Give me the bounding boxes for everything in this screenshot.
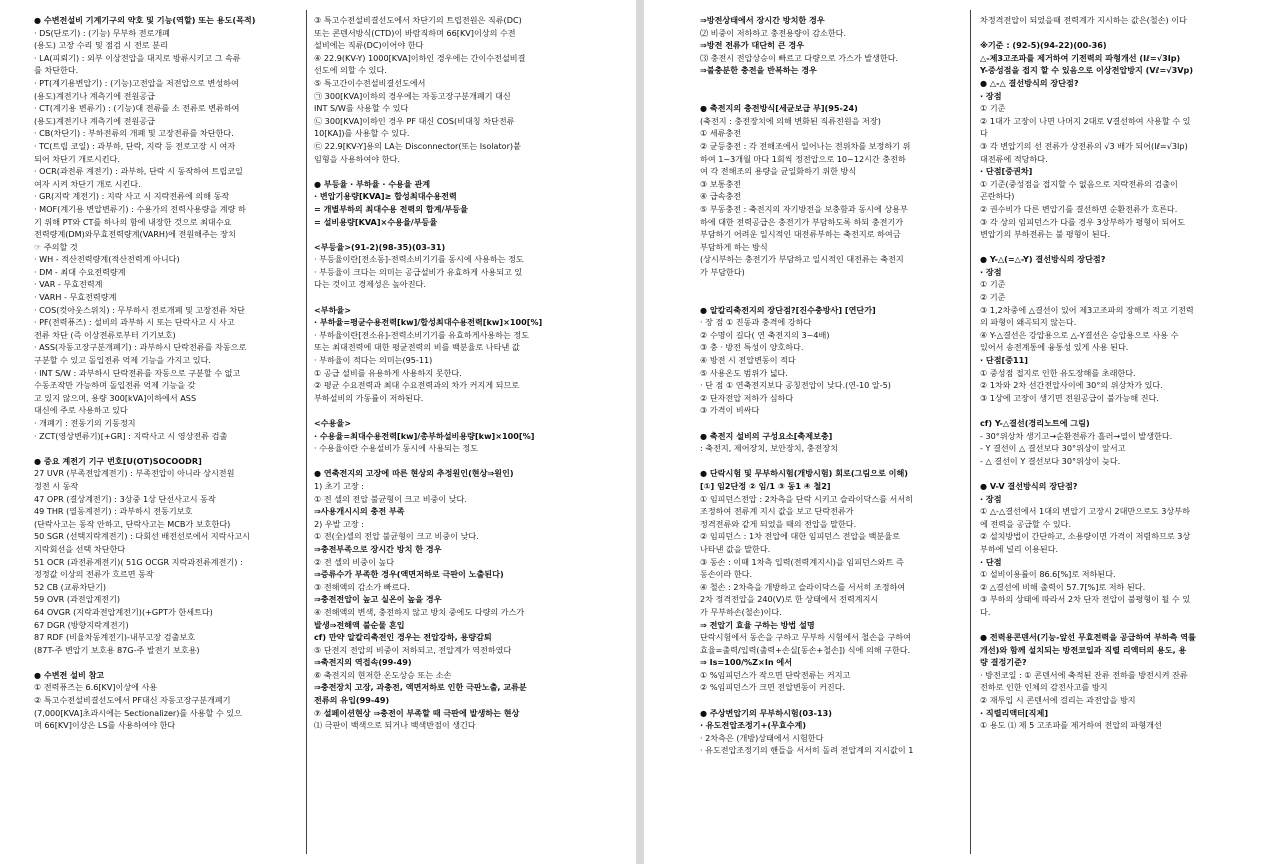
text-line: ② 특고수전설비결선도에서 PF대신 자동고장구분개폐기 [34,695,231,706]
text-line [34,442,302,455]
text-line: ① 기준(중성점을 접지할 수 없음으로 지락전류의 검출이 [980,178,1178,189]
text-line: · 부등율이란[전소동]-전력소비기기를 동시에 사용하는 정도 [314,254,524,265]
left-page-column-1 [34,14,302,860]
text-line: 대전류에 적당하다. [980,153,1048,164]
section-heading: [①] 임2단정 ② 임/1 ③ 동1 ④ 철2] [700,480,831,491]
text-line: · 2차측은 (개방)상태에서 시험한다 [700,732,824,743]
text-line: · 방전코일 : ① 콘덴서에 축적된 잔류 전하를 방전시켜 잔류 [980,669,1188,680]
text-line: ② 단자전압 저하가 심하다 [700,392,794,403]
text-line: ⑤ 특고간이수전설비결선도에서 [314,77,426,88]
section-heading: ⇒ 전압기 효율 구하는 방법 설명 [700,619,815,630]
text-line: 있어서 송전계통에 융통성 있게 사용 된다. [980,342,1129,353]
text-line: ① 전력퓨즈는 6.6[KV]이상에 사용 [34,682,158,693]
text-line: 설비에는 직류(DC)이어야 한다 [314,40,424,51]
section-heading: ⇒증류수가 부족한 경우(액면저하로 극판이 노출된다) [314,569,504,580]
section-heading: 전류의 유입(99-49) [314,695,390,706]
text-line [700,417,968,430]
section-heading: ● 수변전 설비 참고 [34,669,105,680]
text-line: ④ 방전 시 전압변동이 적다 [700,355,796,366]
section-heading: <수용율> [314,418,352,428]
text-line: 67 DGR (방향지락계전기) [34,619,129,630]
section-heading: ⇒사용개시시의 충전 부족 [314,506,405,517]
section-heading: · 부하율=평균수용전력[kw]/합성최대수용전력[kw]×100[%] [314,317,543,328]
section-heading: ⇒불충분한 충전을 반복하는 경우 [700,65,817,76]
text-line: 27 UVR (부족전압계전기) : 부족전압이 아니라 상시전원 [34,468,235,479]
text-line: · CT(계기용 변류기) : (기능)대 전류를 소 전류로 변류하여 [34,103,240,114]
text-line: 대신에 주로 사용하고 있다 [34,405,128,416]
text-line: 1) 초기 고장 : [314,480,365,491]
text-line: ② 기준 [980,292,1006,303]
section-heading: · 수용율=최대수용전력[kw]/총부하설비용량[kw]×100[%] [314,430,535,441]
text-line: (축전지 : 충전장치에 의해 변화된 직류전원을 저장) [700,115,881,126]
section-heading: ● 축전지 설비의 구성요소[축제보충] [700,430,833,441]
text-line: 차정격전압이 되었을때 전력계가 지시하는 값은(철손) 이다 [980,15,1187,25]
text-line: ③ 가격이 비싸다 [700,405,760,416]
text-line: ④ 급속충전 [700,191,742,202]
text-line: ⑥ 축전지의 현저한 온도상승 또는 소손 [314,669,452,680]
text-line: · GR(지락 계전기) : 지락 사고 시 지락전류에 의해 동작 [34,191,230,202]
text-line: (용도)계전기나 계측기에 전원공급 [34,90,155,101]
text-line: - Y 결선이 △ 결선보다 30°위상이 앞서고 [980,443,1126,454]
text-line [314,404,614,417]
text-line [980,27,1270,40]
text-line [314,165,614,178]
text-line: ① 용도 ⑴ 제 5 고조파를 제거하여 전압의 파형개선 [980,720,1162,731]
text-line: ① 기준 [980,279,1006,290]
text-line: · PT(계기용변압기) : (기능)고전압을 저전압으로 변성하여 [34,77,239,88]
section-heading: · 단점 [980,556,1002,567]
text-line: 전하로 인한 인체의 감전사고를 방지 [980,682,1108,693]
text-line: · INT S/W : 과부하시 단락전류를 자동으로 구분할 수 없고 [34,367,241,378]
text-line: ① △-△결선에서 1대의 변압기 고장시 2대만으로도 3상부하 [980,506,1190,517]
text-line: · 부등율이 크다는 의미는 공급설비가 유효하게 사용되고 있 [314,266,523,277]
text-line [980,241,1270,254]
text-line: 기 위해 PT와 CT를 하나의 함에 내장한 것으로 최대수요 [34,216,232,227]
text-line: 되어 차단기 개로시킨다. [34,153,120,164]
text-line: ② 수명이 길다( 연 축전지의 3~4배) [700,329,830,340]
text-line: ② 임피던스 : 1차 전압에 대한 임피던스 전압을 백분율로 [700,531,900,542]
text-line: 하여 1~3개월 마다 1회씩 정전압으로 10~12시간 충전하 [700,153,906,164]
section-heading: ⇒충전장치 고장, 과충전, 액면저하로 인한 극판노출, 교류분 [314,682,527,693]
text-line: · WH - 적산전력량계(적산전력계 아니다) [34,254,180,265]
text-line: ① 공급 설비를 유용하게 사용하지 못한다. [314,367,462,378]
text-line: ⑤ 단전지 전압의 비중이 저하되고, 전압계가 역전하였다 [314,644,512,655]
text-line: · ZCT(영상변류기)[+GR] : 지락사고 시 영상전류 검출 [34,430,228,441]
text-line: ① 전(全)셀의 전압 불균형이 크고 비중이 낮다. [314,531,479,542]
text-line: (상시부하는 충전기가 부담하고 일시적인 대전류는 축전지 [700,254,904,265]
section-heading: ● 알칼리축전지의 장단점?[진수충방사] [연단가] [700,304,876,315]
section-heading: Y-중성점을 접지 할 수 있음으로 이상전압방지 (Vℓ=√3Vp) [980,65,1194,76]
text-line: ③ 1,2차중에 △결선이 있어 제3고조파의 장해가 적고 기전력 [980,304,1194,315]
section-heading: ● V-V 결선방식의 장단점? [980,480,1078,491]
section-heading: ⇒ Is=100/%Z×In 에서 [700,657,793,668]
section-heading: = 설비용량[KVA]×수용율/부등율 [314,216,438,227]
section-heading: · 장점 [980,493,1002,504]
text-line: 동손이라 한다. [700,569,753,580]
text-line: 2) 우발 고장 : [314,518,365,529]
text-line: ② 권수비가 다른 변압기를 결선하면 순환전류가 흐른다. [980,203,1178,214]
text-line [314,291,614,304]
text-line: ④ Y-△결선은 강압용으로 △-Y결선은 승압용으로 사용 수 [980,329,1179,340]
section-heading: ※기준 : (92-5)(94-22)(00-36) [980,40,1107,51]
section-heading: · 단점[중11] [980,355,1029,366]
text-line: ④ 철손 : 2차측을 개방하고 슬라이닥스를 서서히 조정하여 [700,581,906,592]
text-line: 여자 시켜 차단기 개로 시킨다. [34,178,141,189]
text-line: · OCR(과전류 계전기) : 과부하, 단락 시 동작하여 트립코일 [34,166,243,177]
text-line: 선도에 의할 수 있다. [314,65,387,76]
text-line: ② 1대가 고장이 나면 나머지 2대로 V결선하여 사용할 수 있 [980,115,1191,126]
text-line [700,694,968,707]
text-line: (87T-주 변압기 보호용 87G-주 발전기 보호용) [34,644,200,655]
text-line: ③ 각 변압기의 선 전류가 상전류의 √3 배가 되어(Iℓ=√3Ip) [980,140,1188,151]
text-line: 10[KA])를 사용할 수 있다. [314,128,410,139]
text-line: ㉢ 22.9[KV-Y]용의 LA는 Disconnector(또는 Isolator)붙 [314,140,521,151]
text-line: 가 부담한다) [700,266,745,277]
text-line: · CB(차단기) : 부하전류의 개폐 및 고장전류를 차단한다. [34,128,234,139]
column-divider [306,10,307,854]
text-line: 다. [980,606,991,617]
section-heading: cf) Y-△결선(경리노트에 그림) [980,418,1090,428]
text-line: ㉡ 300[KVA]이하인 경우 PF 대신 COS(비대칭 차단전류 [314,115,515,126]
section-heading: ● Y-△(=△-Y) 결선방식의 장단점? [980,254,1106,265]
text-line: ③ 충 · 방전 특성이 양호하다. [700,342,804,353]
text-line: ② 평균 수요전력과 최대 수요전력과의 차가 커지게 되므로 [314,380,520,391]
section-heading: <부등율>(91-2)(98-35)(03-31) [314,241,446,252]
text-line: ② 균등충전 : 각 전해조에서 일어나는 전위차를 보정하기 위 [700,140,911,151]
text-line: · LA(피뢰기) : 외부 이상전압을 대지로 방류시키고 그 속류 [34,52,241,63]
text-line: 를 차단한다. [34,65,79,76]
text-line: 다는 것이고 경제성은 높아진다. [314,279,426,290]
text-line: ① 전 셀의 전압 불균형이 크고 비중이 낮다. [314,493,467,504]
text-line: 64 OVGR (지락과전압계전기)(+GPT가 한세트다) [34,606,213,617]
text-line: ④ 22.9(KV-Y) 1000[KVA]이하인 경우에는 간이수전설비결 [314,52,526,63]
text-line [314,228,614,241]
left-page [0,0,636,864]
text-line [314,455,614,468]
text-line: 가 무부하손(철손)이다. [700,606,782,617]
text-line: 부담하기 어려운 일시적인 대전류부하는 축전지로 하여금 [700,229,901,240]
text-line [700,77,968,90]
text-line: 59 OVR (과전압계전기) [34,594,121,605]
text-line: ① 중성점 접지로 인한 유도장해를 초래한다. [980,367,1136,378]
text-line: ③ 특고수전설비결선도에서 차단기의 트립전원은 직류(DC) [314,15,522,25]
text-line [980,619,1270,632]
text-line: · DM - 최대 수요전력량계 [34,266,126,277]
text-line: 87 RDF (비율차동계전기)-내부고장 검출보호 [34,632,196,643]
text-line: 임형을 사용하여야 한다. [314,153,400,164]
text-line: 여 각 전해조의 용량을 균일화하기 위한 방식 [700,166,857,177]
text-line: ① %임피던스가 작으면 단락전류는 커지고 [700,669,851,680]
text-line [700,90,968,103]
text-line: · TC(트립 코일) : 과부하, 단락, 지락 등 전로고장 시 여자 [34,140,236,151]
section-heading: = 개별부하의 최대수용 전력의 합계/부등율 [314,203,468,214]
text-line: ② 전 셀의 비중이 높다 [314,556,395,567]
section-heading: · 단점[중권차] [980,166,1033,177]
section-heading: <부하율> [314,304,352,315]
text-line: 다 [980,128,988,139]
text-line: ① 설비이용률이 86.6[%]로 저하된다. [980,569,1116,580]
text-line: 2차 정격전압을 240(V)로 한 상태에서 전력계지시 [700,594,879,605]
text-line: ① 세류충전 [700,128,742,139]
text-line: · COS(컷아웃스위치) : 무부하시 전로개폐 및 고장전류 차단 [34,304,245,315]
text-line: 효율=출력/입력(출력+손실[동손+철손]) 식에 의해 구한다. [700,644,911,655]
right-page-column-1 [700,14,968,860]
text-line: 50 SGR (선택지락계전기) : 다회선 배전선로에서 지락사고시 [34,531,251,542]
text-line: · 장 점 ① 진동과 충격에 강하다 [700,317,812,328]
text-line: · PF(전력퓨즈) : 설비의 과부하 시 또는 단락사고 시 사고 [34,317,235,328]
text-line: 정정값 이상의 전류가 흐르면 동작 [34,569,154,580]
right-page [644,0,1288,864]
section-heading: · 장점 [980,90,1002,101]
text-line: ③ 각 상의 임피던스가 다를 경우 3상부하가 평형이 되어도 [980,216,1185,227]
text-line: ☞ 주의할 것 [34,241,78,252]
text-line: 52 CB (교류차단기) [34,581,107,592]
text-line: ③ 부하의 상태에 따라서 2차 단자 전압이 불평형이 될 수 있 [980,594,1191,605]
text-line: 전류 차단 (즉 이상전류로부터 기기보호) [34,329,176,340]
text-line: ② 1차와 2차 선간전압사이에 30°의 위상차가 있다. [980,380,1163,391]
section-heading: ⇒방전 전류가 대단히 큰 경우 [700,40,805,51]
text-line: 정전 시 동작 [34,480,79,491]
text-line: ⑤ 부동충전 : 축전지의 자기방전을 보충함과 동시에 상용부 [700,203,908,214]
text-line: · 부하율이 적다는 의미는(95-11) [314,355,433,366]
text-line [980,404,1270,417]
text-line: 변압기의 부하전류는 불 평형이 된다. [980,229,1111,240]
section-heading: cf) 만약 알칼리축전인 경우는 전압강하, 용량감퇴 [314,632,492,643]
text-line: ③ 동손 : 이때 1차측 입력(전력계지시)을 임피던스와트 즉 [700,556,904,567]
section-heading: △-제3고조파를 제거하여 기전력의 파형개선 (Iℓ=√3Ip) [980,52,1181,63]
text-line: ② %임피던스가 크면 전압변동이 커진다. [700,682,846,693]
text-line: - 30°위상차 생기고→순환전류가 흘러→열이 발생한다. [980,430,1173,441]
section-heading: 량 결정기준? [980,657,1027,668]
section-heading: ⇒방전상태에서 장시간 방치한 경우 [700,15,825,25]
column-divider [970,10,971,854]
section-heading: ● 주상변압기의 무부하시험(03-13) [700,707,832,718]
section-heading: 개선)와 함께 설치되는 방전코일과 직렬 리액터의 용도, 용 [980,644,1187,655]
text-line: · 단 점 ① 연축전지보다 공칭전압이 낮다.(연-10 알-5) [700,380,891,391]
section-heading: ⇒충전전압이 높고 실온이 높을 경우 [314,594,442,605]
text-line: · 수용율이란 수용설비가 동시에 사용되는 정도 [314,443,478,454]
text-line: 정격전류와 같게 되었을 때의 전압을 말한다. [700,518,857,529]
text-line: ③ 전해액의 감소가 빠르다. [314,581,410,592]
text-line: 51 OCR (과전류계전기)( 51G OCGR 지락과전류계전기) : [34,556,243,567]
section-heading: ⇒충전부족으로 장시간 방치 한 경우 [314,543,442,554]
text-line: - △ 결선이 Y 결선보다 30°위상이 늦다. [980,455,1121,466]
text-line: · 유도전압조정기의 핸들을 서서히 돌려 전압계의 지시값이 1 [700,745,914,756]
text-line: 지락회선을 선택 차단한다 [34,543,126,554]
text-line: · MOF(계기용 변압변류기) : 수용가의 전력사용량을 계량 하 [34,203,246,214]
text-line: ④ 전해액의 변색, 충전하지 않고 방치 중에도 다량의 가스가 [314,606,525,617]
text-line: 에 전력을 공급할 수 있다. [980,518,1072,529]
section-heading: ● 축전지의 충전방식[세균보급 부](95-24) [700,103,858,114]
text-line: · 부하율이란[전소유]-전력소비기기를 유효하게사용하는 정도 [314,329,529,340]
text-line [700,291,968,304]
text-line: 부하에 널리 이용된다. [980,543,1059,554]
text-line: 나타낸 값을 말한다. [700,543,771,554]
text-line: 고 있지 않으며, 용량 300[kVA]이하에서 ASS [34,392,197,403]
text-line: (7,000[KVA]초과시에는 Sectionalizer)를 사용할 수 있으 [34,707,242,718]
text-line [980,467,1270,480]
section-heading: 발생⇒전해액 불순물 혼입 [314,619,405,630]
section-heading: · 직렬리액터[직제] [980,707,1049,718]
text-line: ⑵ 비중이 저하하고 충전용량이 감소한다. [700,27,847,38]
text-line: · 개폐기 : 전동기의 기동정지 [34,418,136,428]
text-line: ⑴ 극판이 백색으로 되거나 백색반점이 생긴다 [314,720,476,731]
text-line: ③ 보통충전 [700,178,742,189]
section-heading: · 변압기용량[KVA]≥ 합성최대수용전력 [314,191,457,202]
section-heading: ⑦ 설페이션현상 ⇒충전이 부족할 때 극판에 발생하는 현상 [314,707,520,718]
text-line: 곤란하다) [980,191,1015,202]
text-line: ⑤ 사용온도 범위가 넓다. [700,367,788,378]
text-line [34,656,302,669]
text-line: (용도) 고장 수리 및 점검 시 전로 분리 [34,40,168,51]
section-heading: ● 단락시험 및 무부하시험(개방시험) 회로(그림으로 이해) [700,468,908,479]
text-line: ⑶ 충전시 전압상승이 빠르고 다량으로 가스가 발생한다. [700,52,899,63]
text-line: 또는 최대전력에 대한 평균전력의 비를 백분율로 나타낸 값 [314,342,520,353]
text-line: 47 OPR (결상계전기) : 3상중 1상 단선사고시 동작 [34,493,216,504]
section-heading: ● 부등율 · 부하율 · 수용율 관계 [314,178,431,189]
section-heading: · 장점 [980,266,1002,277]
left-page-column-2 [314,14,614,860]
text-line: ③ 1상에 고장이 생기면 전원공급이 불가능해 진다. [980,392,1159,403]
text-line: INT S/W를 사용할 수 있다 [314,103,409,114]
section-heading: ● 수변전설비 기계기구의 약호 및 기능(역할) 또는 용도(목적) [34,15,256,25]
page-gutter [636,0,644,864]
section-heading: ● 전력용콘덴서(기능-앞선 무효전력을 공급하여 부하측 역률 [980,632,1196,643]
section-heading: ⇒축전지의 역접속(99-49) [314,657,412,668]
text-line: · ASS(자동고장구분개폐기) : 과부하시 단락전류를 자동으로 [34,342,247,353]
text-line: · VARH - 무효전력량계 [34,292,117,303]
text-line: ㉠ 300[KVA]이하의 경우에는 자동고장구분개폐기 대신 [314,90,511,101]
right-page-column-2 [980,14,1270,860]
text-line: ① 기준 [980,103,1006,114]
text-line: 조정하여 전류계 지시 값을 보고 단락전류가 [700,506,854,517]
text-line: 전력량계(DM)와무효전력량계(VARH)에 전원해주는 장치 [34,229,236,240]
text-line: (용도)계전기나 계측기에 전원공급 [34,115,155,126]
text-line: 며 66[KV]이상은 LS를 사용하여야 한다 [34,720,176,731]
text-line: 구분할 수 있고 돌입전류 억제 기능을 가지고 있다. [34,355,211,366]
text-line: 단락시험에서 동손을 구하고 무부하 시험에서 철손을 구하여 [700,632,911,643]
text-line: 하에 대한 전력공급은 충전기가 부담하도록 하되 충전기가 [700,216,904,227]
text-line: · VAR - 무효전력계 [34,279,103,290]
text-line: 의 파형이 왜곡되지 않는다. [980,317,1077,328]
text-line: 또는 콘덴서방식(CTD)이 바람직하며 66[KV]이상의 수전 [314,27,516,38]
text-line: · DS(단로기) : (기능) 무부하 전로개폐 [34,27,170,38]
text-line [700,278,968,291]
text-line: (단락사고는 동작 안하고, 단락사고는 MCB가 보호한다) [34,518,231,529]
text-line: : 축전지, 제어장치, 보안장치, 충전장치 [700,443,839,454]
text-line [700,455,968,468]
section-heading: ● △-△ 결선방식의 장단점? [980,77,1079,88]
text-line: ② 재투입 시 콘덴서에 걸리는 과전압을 방지 [980,695,1136,706]
text-line: ② 설치방법이 간단하고, 소용량이면 가격이 저렴하므로 3상 [980,531,1191,542]
text-line: 부하설비의 가동률이 저하된다. [314,392,424,403]
section-heading: ● 연축전지의 고장에 따른 현상의 추정원인(현상⇒원인) [314,468,514,479]
text-line: 부담하게 하는 방식 [700,241,768,252]
text-line: ① 임피던스전압 : 2차측을 단락 시키고 슬라이닥스를 서서히 [700,493,913,504]
text-line: 수동조작만 가능하며 돌입전류 억제 기능을 갖 [34,380,196,391]
text-line: ② △결선에 비해 출력이 57.7[%]로 저하 된다. [980,581,1146,592]
section-heading: ● 중요 계전기 기구 번호[U(OT)SOCOODR] [34,455,202,466]
text-line: 49 THR (열동계전기) : 과부하시 전동기보호 [34,506,193,517]
section-heading: · 유도전압조정기+(무효수계) [700,720,807,731]
